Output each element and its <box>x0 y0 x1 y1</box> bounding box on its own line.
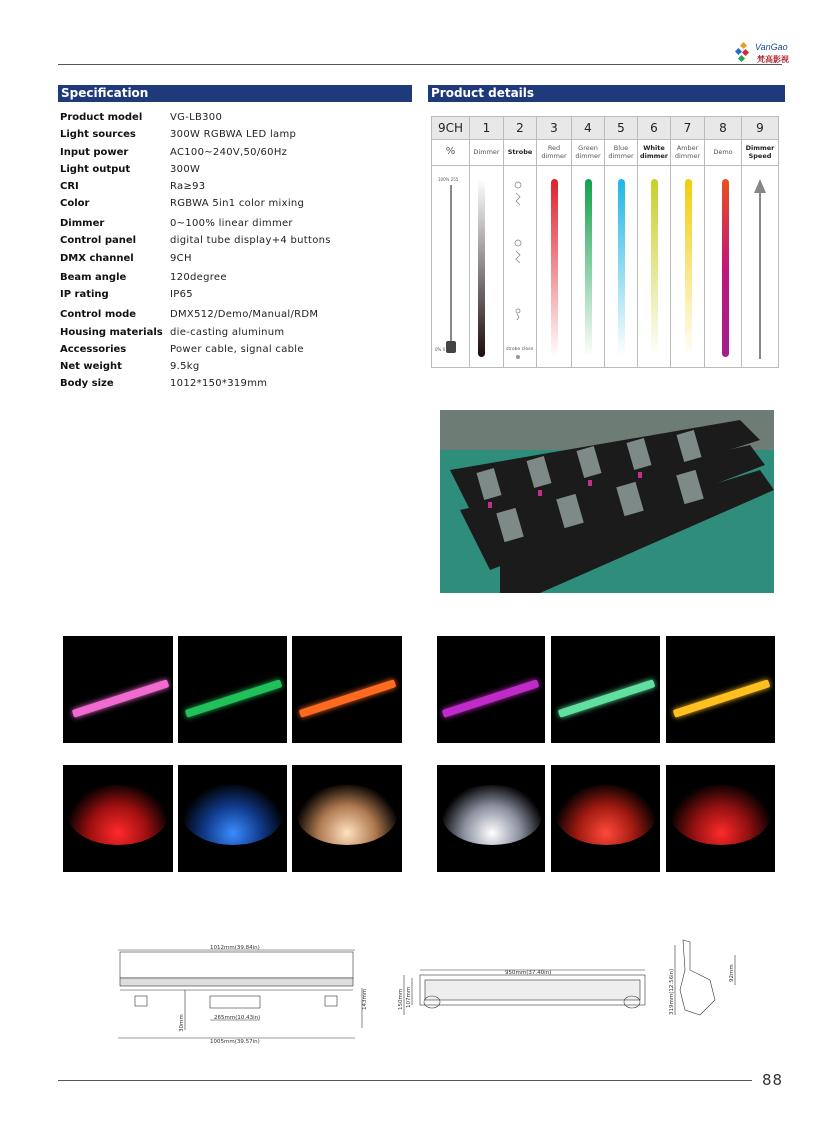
speed-arrow-icon <box>752 179 768 359</box>
strobe-close-label: strobe close <box>506 347 534 352</box>
channel-header-row <box>432 117 778 140</box>
dim-label: 1005mm(39.57in) <box>210 1039 260 1045</box>
channel-head: 4 <box>572 117 605 139</box>
product-details-heading: Product details <box>428 85 785 102</box>
spec-row <box>60 181 410 198</box>
dim-label: 92mm <box>729 964 735 982</box>
spec-row <box>60 147 410 164</box>
brand-name-cn: 梵高影视 <box>757 55 789 64</box>
dim-label: 107mm <box>406 986 412 1008</box>
dim-label: 30mm <box>179 1014 185 1032</box>
channel-head: 6 <box>638 117 671 139</box>
channel-function: White dimmer <box>638 139 671 165</box>
spec-key: Control mode <box>60 309 137 321</box>
warm-white-wash-photo <box>292 765 402 872</box>
blue-wash-photo <box>178 765 287 872</box>
factory-photo <box>440 410 774 593</box>
pink-strip-photo <box>63 636 173 743</box>
dmx-channel-table <box>431 116 779 368</box>
cool-white-wash-photo <box>437 765 545 872</box>
dimension-drawings <box>0 930 827 1050</box>
dim-label: 950mm(37.40in) <box>505 970 552 976</box>
spec-key: Housing materials <box>60 326 163 338</box>
spec-key: Control panel <box>60 235 137 247</box>
amber-dimmer-bar <box>685 179 692 357</box>
strobe-icon <box>512 181 526 321</box>
spec-row <box>60 327 410 344</box>
spec-row <box>60 378 410 395</box>
channel-function: Amber dimmer <box>671 139 705 165</box>
red-wash-photo <box>63 765 173 872</box>
yellow-strip-photo <box>666 636 775 743</box>
spec-value: 9.5kg <box>170 361 200 373</box>
channel-head: 9 <box>756 121 764 135</box>
spec-row <box>60 253 410 270</box>
green-strip-photo <box>178 636 287 743</box>
spec-row <box>60 344 410 361</box>
top-divider <box>58 64 782 65</box>
spec-row <box>60 235 410 252</box>
spec-row <box>60 309 410 326</box>
spec-key: Color <box>60 198 90 210</box>
dim-label: 1012mm(39.84in) <box>210 945 260 951</box>
brand-name-en: VanGao <box>755 42 788 52</box>
scale-bottom-label: 0% 0 <box>435 347 446 352</box>
channel-function: Green dimmer <box>572 139 605 165</box>
channel-function: Demo <box>705 139 742 165</box>
scale-slider-knob <box>446 341 456 353</box>
spec-key: Product model <box>60 112 143 123</box>
channel-function: Dimmer Speed <box>745 144 775 160</box>
channel-function: Strobe <box>504 139 537 165</box>
spec-value: 0~100% linear dimmer <box>170 217 293 229</box>
spec-value: Ra≥93 <box>170 181 206 193</box>
spec-key: IP rating <box>60 288 109 300</box>
spec-row <box>60 198 410 215</box>
green-dimmer-bar <box>585 179 592 357</box>
spec-row <box>60 361 410 378</box>
blue-dimmer-bar <box>618 179 625 357</box>
spec-key: Beam angle <box>60 271 127 283</box>
channel-head: 3 <box>537 117 572 139</box>
spec-value: die-casting aluminum <box>170 326 285 338</box>
spec-key: DMX channel <box>60 253 134 265</box>
spec-table <box>60 112 410 396</box>
dim-label: 143mm <box>362 988 368 1010</box>
spec-key: Accessories <box>60 343 127 355</box>
bottom-divider <box>58 1080 752 1081</box>
white-dimmer-bar <box>651 179 658 357</box>
demo-bar <box>722 179 729 357</box>
channel-head: 8 <box>705 117 742 139</box>
orange-strip-photo <box>292 636 402 743</box>
channel-function-row <box>432 139 778 166</box>
spec-value: RGBWA 5in1 color mixing <box>170 198 305 210</box>
red-wash-photo-2 <box>551 765 660 872</box>
specification-heading: Specification <box>58 85 412 102</box>
red-dimmer-bar <box>551 179 558 357</box>
red-wash-photo-3 <box>666 765 775 872</box>
spec-key: CRI <box>60 181 79 193</box>
channel-graphics <box>432 165 778 367</box>
spec-key: Light output <box>60 163 131 175</box>
channel-function: Blue dimmer <box>605 139 638 165</box>
channel-head: 1 <box>470 117 504 139</box>
logo-mark-icon <box>735 42 757 64</box>
spec-key: Net weight <box>60 361 122 373</box>
spec-value: 1012*150*319mm <box>170 378 268 390</box>
spec-value: digital tube display+4 buttons <box>170 235 331 247</box>
channel-head: 7 <box>671 117 705 139</box>
dimmer-bar <box>478 179 485 357</box>
scale-slider-track <box>450 185 452 343</box>
spec-row <box>60 272 410 289</box>
channel-function: Dimmer <box>470 139 504 165</box>
spec-key: Dimmer <box>60 217 105 229</box>
channel-head: 2 <box>504 117 537 139</box>
spec-value: AC100~240V,50/60Hz <box>170 146 288 158</box>
channel-function: % <box>432 139 470 165</box>
dimension-drawings-svg <box>0 930 827 1050</box>
magenta-strip-photo <box>437 636 545 743</box>
spec-row <box>60 164 410 181</box>
mint-strip-photo <box>551 636 660 743</box>
strobe-close-dot <box>516 355 520 359</box>
scale-top-label: 100% 255 <box>438 177 459 182</box>
spec-key: Body size <box>60 378 114 390</box>
dim-label: 265mm(10.43in) <box>214 1015 261 1021</box>
dim-label: 150mm <box>398 988 404 1010</box>
spec-key: Input power <box>60 146 129 158</box>
spec-row <box>60 218 410 235</box>
channel-head: 9CH <box>432 117 470 139</box>
spec-row <box>60 112 410 129</box>
channel-function: Red dimmer <box>537 139 572 165</box>
spec-value: Power cable, signal cable <box>170 343 304 355</box>
spec-key: Light sources <box>60 129 136 141</box>
spec-row <box>60 289 410 306</box>
page-number: 88 <box>762 1071 784 1089</box>
spec-value: 9CH <box>170 253 192 265</box>
channel-head: 5 <box>605 117 638 139</box>
factory-illustration <box>440 410 774 593</box>
spec-value: VG-LB300 <box>170 112 223 123</box>
spec-row <box>60 129 410 146</box>
spec-value: IP65 <box>170 288 193 300</box>
spec-value: 120degree <box>170 271 227 283</box>
spec-value: 300W RGBWA LED lamp <box>170 129 297 141</box>
spec-value: DMX512/Demo/Manual/RDM <box>170 309 319 321</box>
dim-label: 319mm(12.56in) <box>669 968 675 1015</box>
spec-value: 300W <box>170 163 201 175</box>
